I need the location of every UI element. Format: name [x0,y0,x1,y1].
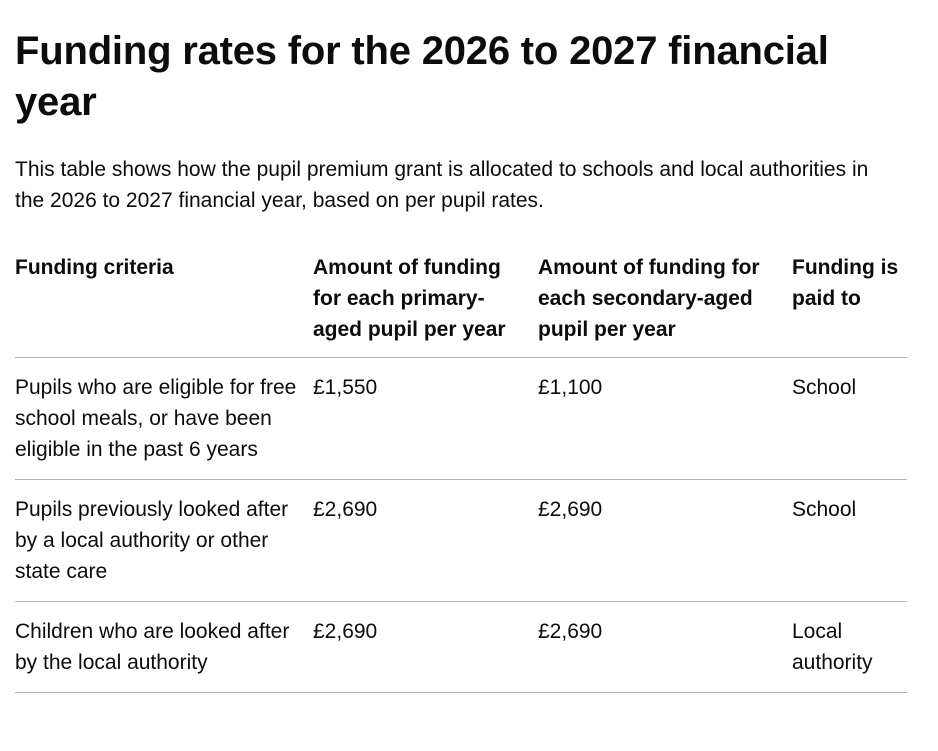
cell-criteria: Pupils who are eligible for free school meals, or have been eligible in the past 6 years [15,358,313,480]
page-content [15,26,907,693]
table-row [15,480,907,602]
cell-criteria: Pupils previously looked after by a local authority or other state care [15,480,313,602]
table-header-row [15,252,907,358]
cell-paid-to: Local authority [792,602,907,693]
cell-paid-to: School [792,480,907,602]
cell-paid-to: School [792,358,907,480]
header-primary-amount: Amount of funding for each primary-aged pupil per year [313,252,538,358]
intro-paragraph: This table shows how the pupil premium grant is allocated to schools and local authorities in the 2026 to 2027 financial year, based on per pupil rates. [15,158,869,212]
cell-secondary-amount: £2,690 [538,602,792,693]
cell-primary-amount: £2,690 [313,602,538,693]
cell-secondary-amount: £1,100 [538,358,792,480]
header-secondary-amount: Amount of funding for each secondary-aged pupil per year [538,252,792,358]
cell-secondary-amount: £2,690 [538,480,792,602]
funding-rates-table [15,252,907,693]
cell-primary-amount: £1,550 [313,358,538,480]
table-row [15,602,907,693]
header-paid-to: Funding is paid to [792,252,907,358]
page-title: Funding rates for the 2026 to 2027 financial year [15,29,829,124]
header-funding-criteria: Funding criteria [15,252,313,358]
cell-criteria: Children who are looked after by the local authority [15,602,313,693]
cell-primary-amount: £2,690 [313,480,538,602]
table-row [15,358,907,480]
